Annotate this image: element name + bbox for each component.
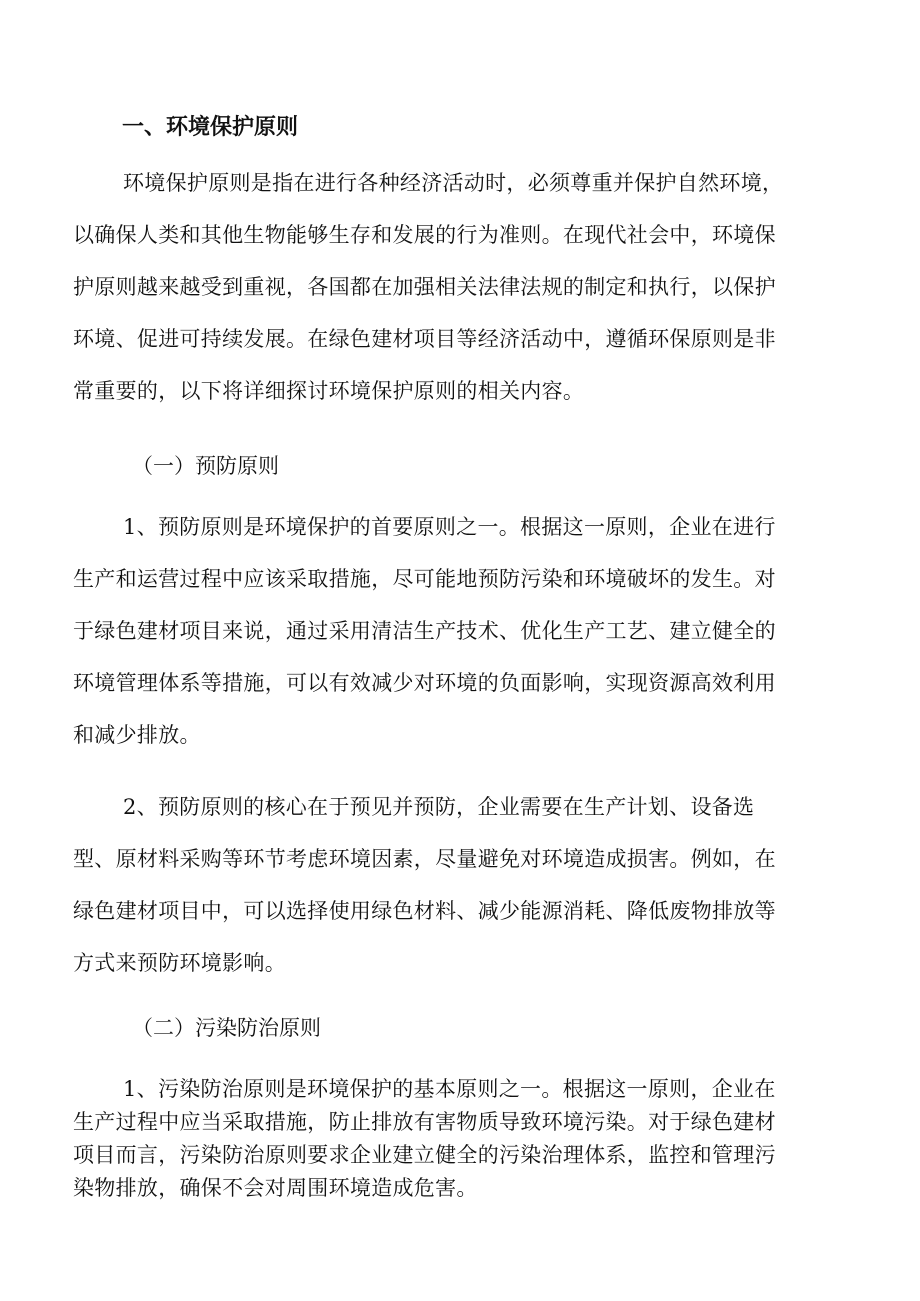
paragraph-line: 环境保护原则是指在进行各种经济活动时，必须尊重并保护自然环境， — [123, 171, 784, 195]
paragraph-line: 常重要的，以下将详细探讨环境保护原则的相关内容。 — [73, 379, 585, 403]
paragraph-line: 项目而言，污染防治原则要求企业建立健全的污染治理体系，监控和管理污 — [73, 1143, 776, 1167]
prevention-paragraph-2 — [73, 794, 853, 1002]
paragraph-line: 和减少排放。 — [73, 723, 201, 747]
subsection-title-prevention: （一）预防原则 — [132, 454, 279, 478]
pollution-paragraph-1 — [73, 1076, 853, 1208]
paragraph-line: 方式来预防环境影响。 — [73, 951, 286, 975]
paragraph-line: 型、原材料采购等环节考虑环境因素，尽量避免对环境造成损害。例如，在 — [73, 847, 776, 871]
paragraph-line: 生产过程中应当采取措施，防止排放有害物质导致环境污染。对于绿色建材 — [73, 1110, 776, 1134]
prevention-paragraph-1 — [73, 514, 853, 774]
paragraph-line: 以确保人类和其他生物能够生存和发展的行为准则。在现代社会中，环境保 — [73, 223, 776, 247]
paragraph-line: 2、预防原则的核心在于预见并预防，企业需要在生产计划、设备选 — [123, 795, 755, 819]
paragraph-line: 环境、促进可持续发展。在绿色建材项目等经济活动中，遵循环保原则是非 — [73, 327, 776, 351]
section-heading: 一、环境保护原则 — [122, 115, 299, 140]
paragraph-line: 染物排放，确保不会对周围环境造成危害。 — [73, 1176, 478, 1200]
paragraph-line: 生产和运营过程中应该采取措施，尽可能地预防污染和环境破坏的发生。对 — [73, 567, 776, 591]
paragraph-line: 环境管理体系等措施，可以有效减少对环境的负面影响，实现资源高效利用 — [73, 671, 776, 695]
paragraph-line: 1、污染防治原则是环境保护的基本原则之一。根据这一原则，企业在 — [123, 1077, 776, 1101]
paragraph-line: 于绿色建材项目来说，通过采用清洁生产技术、优化生产工艺、建立健全的 — [73, 619, 776, 643]
subsection-title-pollution: （二）污染防治原则 — [132, 1016, 321, 1040]
paragraph-line: 护原则越来越受到重视，各国都在加强相关法律法规的制定和执行，以保护 — [73, 275, 776, 299]
paragraph-line: 绿色建材项目中，可以选择使用绿色材料、减少能源消耗、降低废物排放等 — [73, 899, 776, 923]
paragraph-line: 1、预防原则是环境保护的首要原则之一。根据这一原则，企业在进行 — [123, 515, 776, 539]
intro-paragraph — [73, 170, 853, 430]
